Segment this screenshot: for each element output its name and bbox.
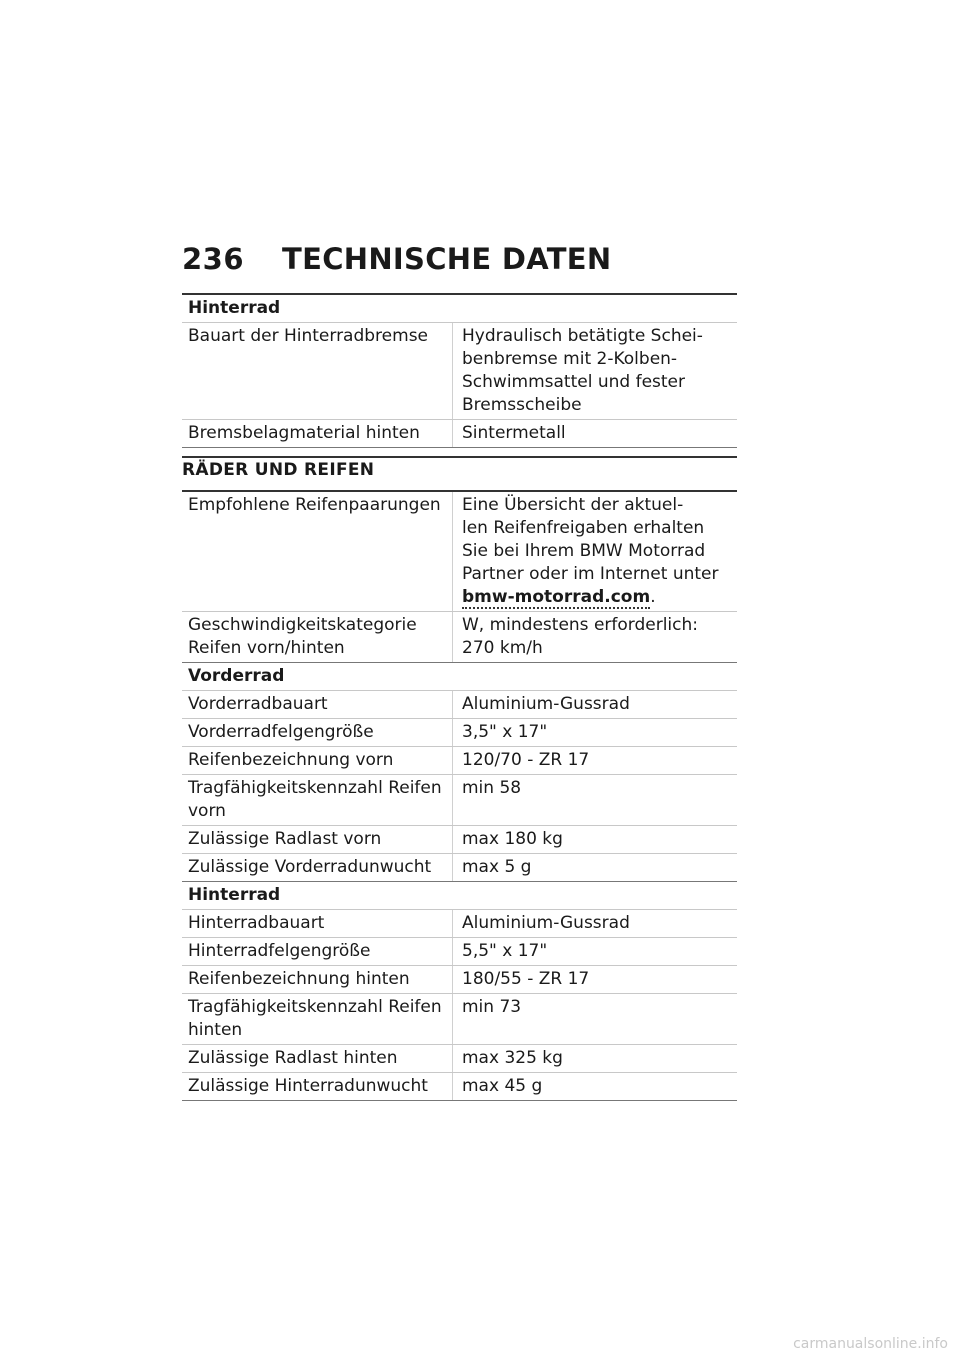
value-line: Bremsscheibe — [462, 395, 582, 415]
row-label — [182, 775, 452, 825]
table-row — [182, 719, 737, 746]
row-label: Reifenbezeichnung vorn — [188, 750, 394, 770]
table-subheading: Hinterrad — [188, 885, 281, 905]
table-row — [182, 854, 737, 881]
row-value: min 58 — [452, 775, 737, 825]
label-line: Reifen vorn/hinten — [188, 638, 345, 658]
value-line: Eine Übersicht der aktuel- — [462, 495, 684, 515]
table-row — [182, 612, 737, 662]
row-value — [452, 612, 737, 662]
section-title: RÄDER UND REIFEN — [182, 460, 375, 480]
brake-rear-table — [182, 293, 737, 448]
table-row — [182, 691, 737, 718]
table-row — [182, 994, 737, 1044]
row-value: 3,5" x 17" — [452, 719, 737, 746]
table-row — [182, 492, 737, 611]
row-value: max 5 g — [452, 854, 737, 881]
table-row — [182, 775, 737, 825]
value-line: Sie bei Ihrem BMW Motorrad — [462, 541, 706, 561]
row-value: 180/55 - ZR 17 — [452, 966, 737, 993]
row-label: Bremsbelagmaterial hinten — [188, 423, 420, 443]
table-row — [182, 1073, 737, 1101]
row-value: max 325 kg — [452, 1045, 737, 1072]
bmw-motorrad-link[interactable]: bmw-motorrad.com — [462, 587, 651, 607]
value-line: Partner oder im Internet unter — [462, 564, 719, 584]
row-label: Hinterradfelgengröße — [188, 941, 371, 961]
chapter-title: TECHNISCHE DATEN — [282, 242, 612, 276]
page-header — [182, 242, 611, 276]
row-label: Bauart der Hinterradbremse — [188, 326, 429, 346]
value-line: Schwimmsattel und fester — [462, 372, 686, 392]
value-line: 270 km/h — [462, 638, 543, 658]
row-label: Hinterradbauart — [188, 913, 325, 933]
table-subheading: Hinterrad — [188, 298, 281, 318]
table-row — [182, 1045, 737, 1072]
row-value: max 180 kg — [452, 826, 737, 853]
row-value: Aluminium-Gussrad — [452, 910, 737, 937]
section-divider — [182, 456, 737, 458]
label-line: vorn — [188, 801, 226, 821]
watermark: carmanualsonline.info — [793, 1336, 948, 1352]
link-suffix: . — [650, 587, 656, 607]
row-value — [452, 323, 737, 419]
table-row — [182, 323, 737, 419]
value-line: benbremse mit 2-Kolben- — [462, 349, 678, 369]
row-value: 5,5" x 17" — [452, 938, 737, 965]
row-label — [182, 994, 452, 1044]
row-label: Empfohlene Reifenpaarungen — [188, 495, 441, 515]
row-label: Zulässige Radlast vorn — [188, 829, 382, 849]
row-value — [452, 492, 737, 611]
row-label: Zulässige Hinterradunwucht — [188, 1076, 428, 1096]
value-line: Hydraulisch betätigte Schei- — [462, 326, 703, 346]
table-row — [182, 420, 737, 448]
row-label: Zulässige Radlast hinten — [188, 1048, 398, 1068]
label-line: Tragfähigkeitskennzahl Reifen — [188, 997, 442, 1017]
page-number: 236 — [182, 242, 245, 276]
row-value: max 45 g — [452, 1073, 737, 1100]
table-row — [182, 910, 737, 937]
row-label: Reifenbezeichnung hinten — [188, 969, 410, 989]
table-subheading: Vorderrad — [188, 666, 285, 686]
label-line: hinten — [188, 1020, 243, 1040]
table-row — [182, 747, 737, 774]
row-label: Vorderradbauart — [188, 694, 328, 714]
row-value: min 73 — [452, 994, 737, 1044]
row-label — [182, 612, 452, 662]
label-line: Tragfähigkeitskennzahl Reifen — [188, 778, 442, 798]
table-row — [182, 938, 737, 965]
row-label: Zulässige Vorderradunwucht — [188, 857, 432, 877]
row-value: Aluminium-Gussrad — [452, 691, 737, 718]
table-row — [182, 826, 737, 853]
row-value: 120/70 - ZR 17 — [452, 747, 737, 774]
value-line — [462, 586, 731, 609]
table-row — [182, 966, 737, 993]
row-label: Vorderradfelgengröße — [188, 722, 374, 742]
value-line: len Reifenfreigaben erhalten — [462, 518, 705, 538]
row-value: Sintermetall — [452, 420, 737, 447]
wheels-table — [182, 490, 737, 1101]
label-line: Geschwindigkeitskategorie — [188, 615, 417, 635]
value-line: W, mindestens erforderlich: — [462, 615, 698, 635]
